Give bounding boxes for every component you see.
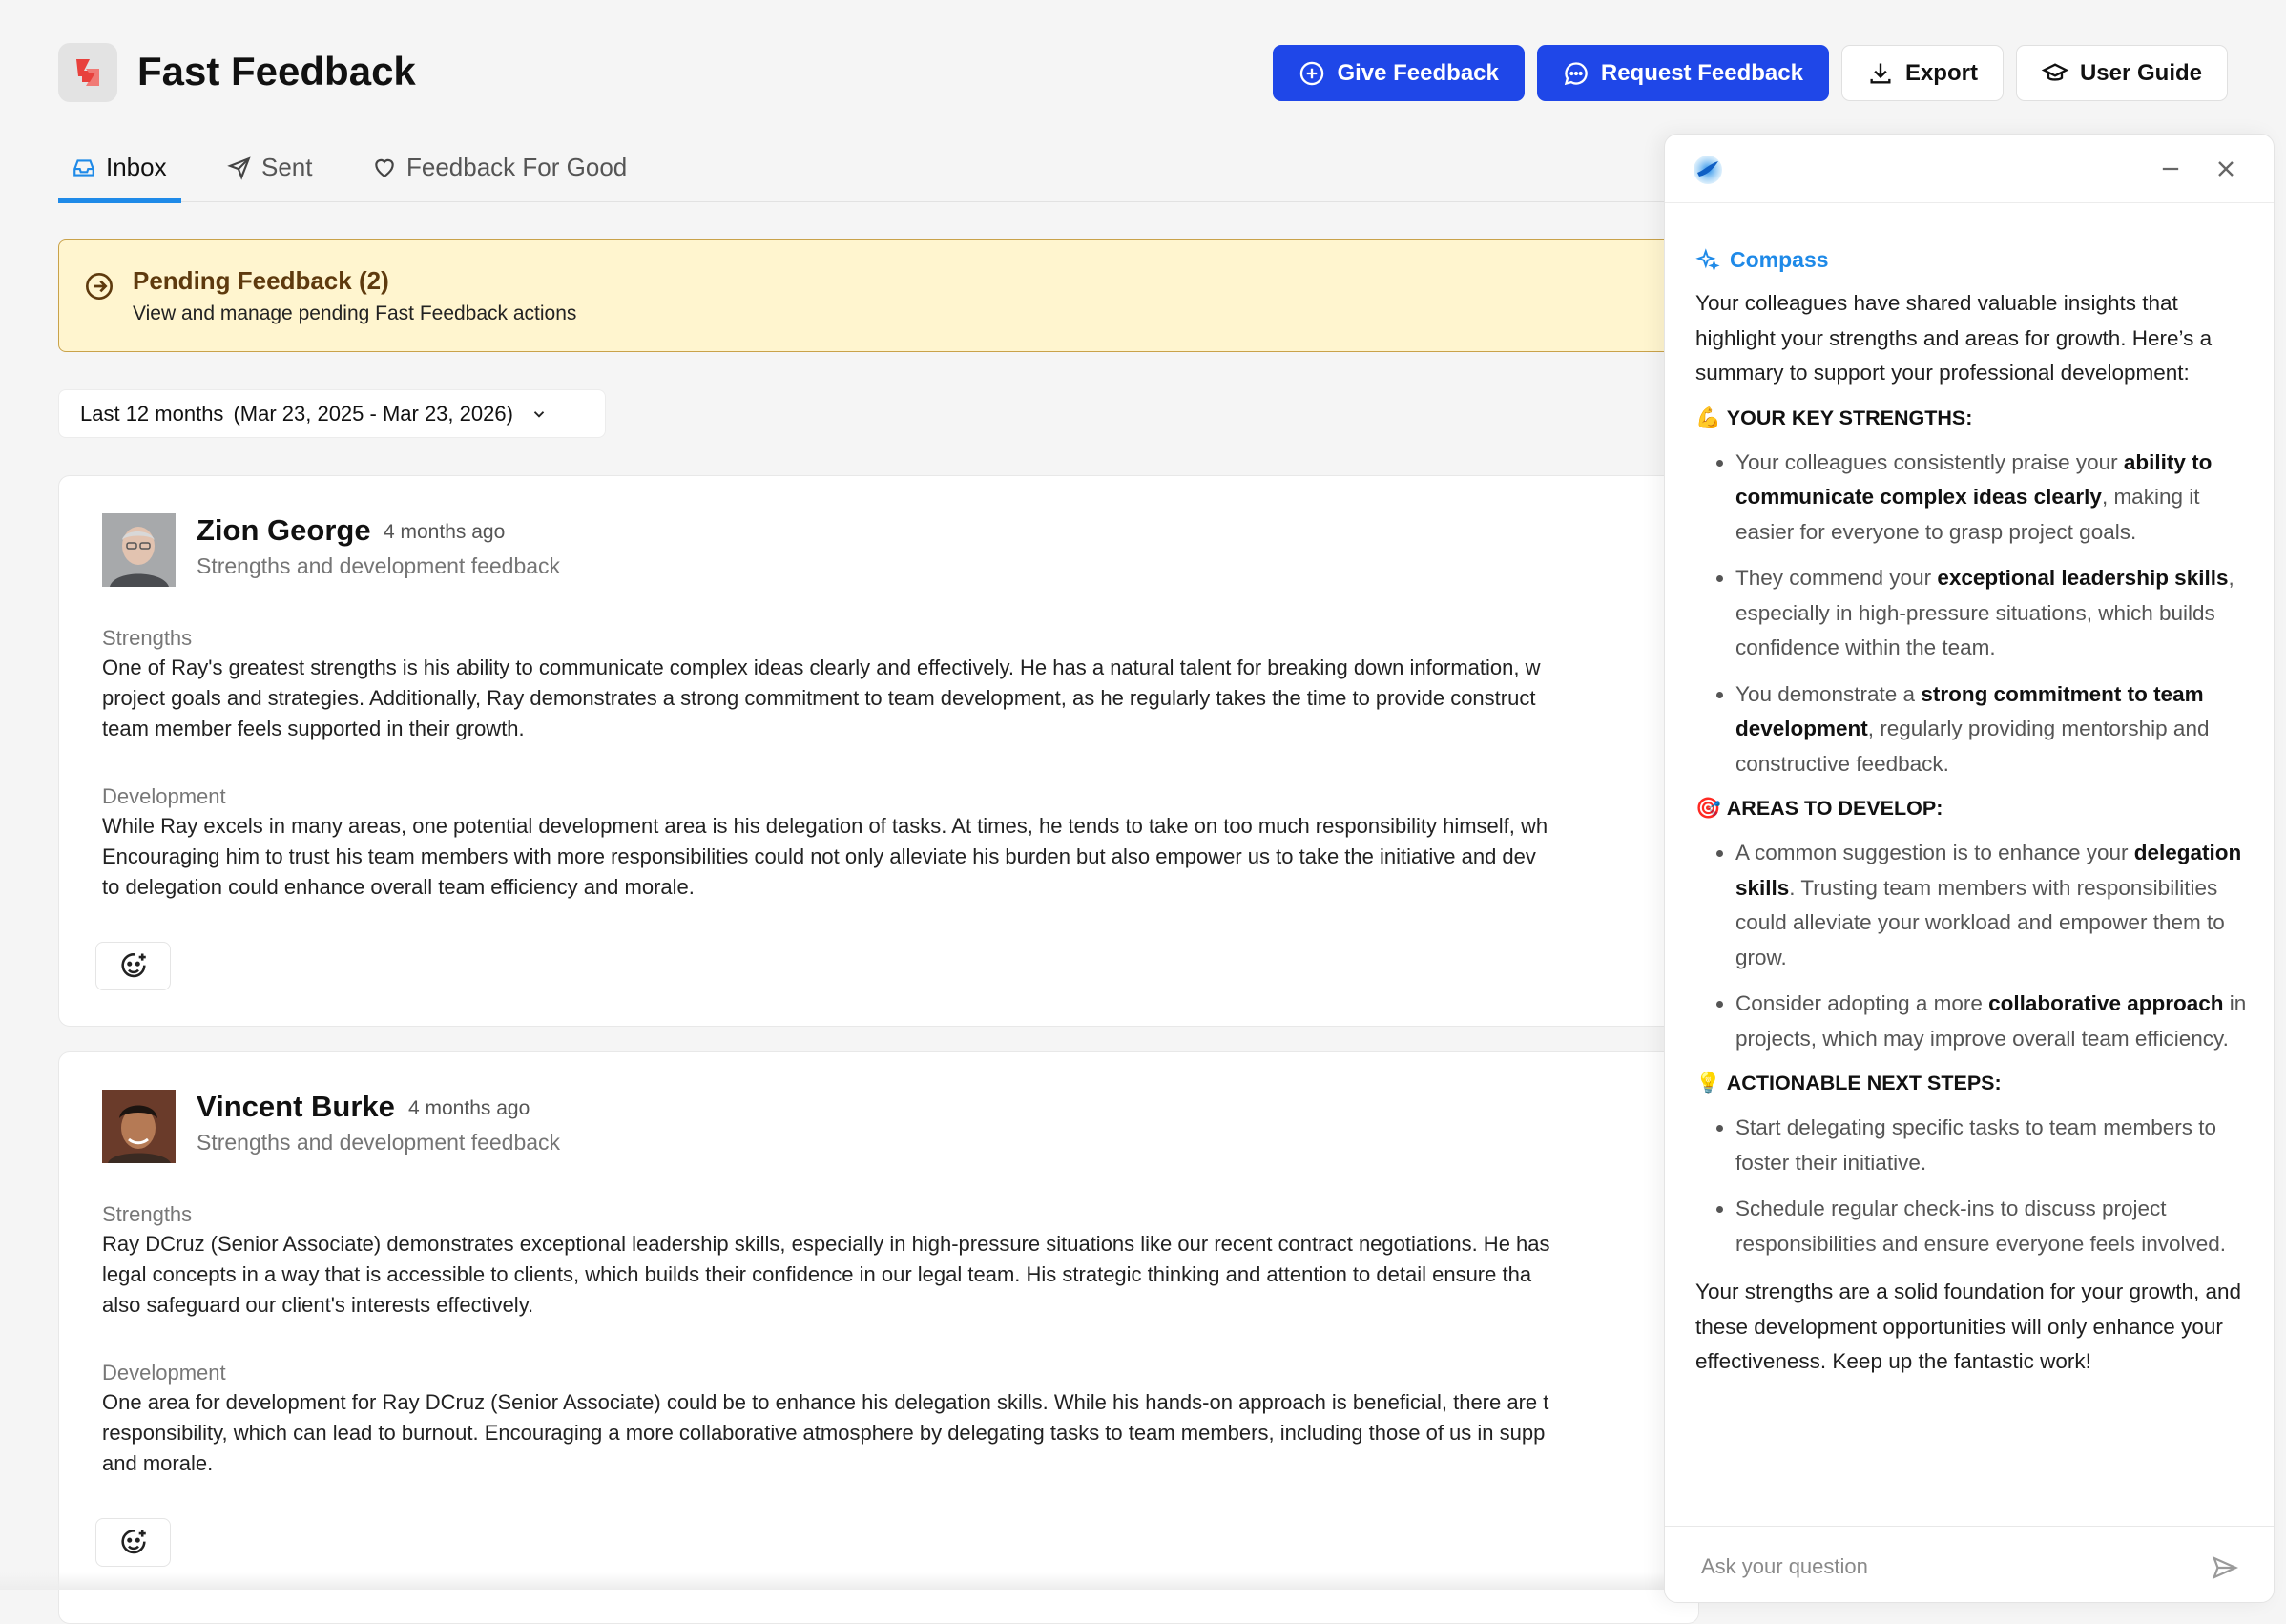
- development-text: One area for development for Ray DCruz (Senior Associate) could be to enhance his delegation skills. While his hands-on approach is beneficial, there are t responsibility, which can lead to burnout. Encouraging a more collaborative atmosphere by delegating tasks to team members, including those of us in supp and morale.: [102, 1390, 1549, 1475]
- app-title: Fast Feedback: [137, 49, 416, 94]
- next-steps-heading-text: ACTIONABLE NEXT STEPS:: [1726, 1072, 2002, 1094]
- tab-feedback-for-good[interactable]: [372, 153, 627, 202]
- list-item-text: , making it easier for everyone to grasp project goals.: [1735, 485, 2200, 544]
- compass-label: [1695, 247, 2251, 273]
- next-steps-list: [1695, 1111, 2251, 1261]
- sparkle-icon: [1695, 248, 1720, 273]
- develop-list: [1695, 836, 2251, 1056]
- smiley-plus-icon: [117, 950, 150, 983]
- tab-sent[interactable]: [227, 153, 313, 202]
- tab-feedback-for-good-label: Feedback For Good: [406, 153, 628, 181]
- feedback-card: [58, 1051, 1699, 1624]
- plus-circle-icon: [1299, 60, 1325, 87]
- list-item: • Schedule regular check-ins to discuss project responsibilities and ensure everyone feels involved.: [1735, 1192, 2251, 1261]
- close-icon[interactable]: [2213, 156, 2239, 182]
- list-item-text: , regularly providing mentorship and constructive feedback.: [1735, 717, 2210, 776]
- areas-to-develop-heading: [1695, 797, 2251, 821]
- compass-closing: Your strengths are a solid foundation for your growth, and these development opportunities will only enhance your effectiveness. Keep up the fantastic work!: [1695, 1280, 2242, 1373]
- pending-feedback-subtitle: View and manage pending Fast Feedback actions: [133, 302, 577, 324]
- development-text: While Ray excels in many areas, one potential development area is his delegation of tasks. At times, he tends to take on too much responsibility himself, wh Encouraging him to trust his team members with more responsibilities could not only alleviate his burden but also empower us to take the initiative and dev to delegation could enhance overall team efficiency and morale.: [102, 814, 1548, 899]
- user-guide-label: User Guide: [2079, 59, 2202, 86]
- graduation-cap-icon: [2042, 60, 2068, 87]
- key-strengths-heading-text: YOUR KEY STRENGTHS:: [1726, 406, 1973, 429]
- date-range-label: Last 12 months: [80, 401, 224, 426]
- feedback-card: [58, 475, 1699, 1027]
- list-item: [1735, 561, 2251, 666]
- send-icon: [227, 156, 252, 180]
- development-label: Development: [102, 1361, 226, 1385]
- give-feedback-label: Give Feedback: [1337, 59, 1499, 86]
- list-item-text: Consider adopting a more: [1735, 991, 1989, 1015]
- request-feedback-button[interactable]: [1537, 45, 1829, 101]
- list-item-text: , especially in high-pressure situations, which builds confidence within the team.: [1735, 566, 2234, 659]
- strengths-label: Strengths: [102, 1202, 193, 1226]
- light-bulb-icon: 💡: [1695, 1072, 1721, 1094]
- date-range-dropdown[interactable]: [58, 389, 606, 438]
- tab-sent-label: Sent: [261, 153, 313, 181]
- tab-inbox[interactable]: [58, 153, 181, 202]
- ask-question-input[interactable]: [1701, 1548, 2178, 1586]
- list-item-text: Your colleagues consistently praise your: [1735, 449, 2124, 474]
- pending-feedback-banner[interactable]: [58, 239, 1699, 352]
- add-reaction-button[interactable]: [95, 1518, 171, 1567]
- date-range-value: (Mar 23, 2025 - Mar 23, 2026): [233, 401, 513, 426]
- avatar-photo: [102, 513, 176, 587]
- avatar-photo: [102, 1090, 176, 1163]
- arrow-circle-right-icon: [84, 271, 114, 302]
- feedback-type: Strengths and development feedback: [197, 1130, 561, 1155]
- smiley-plus-icon: [117, 1527, 150, 1559]
- list-item-emphasis: strong commitment to team development: [1735, 681, 2204, 740]
- list-item: [1735, 446, 2251, 551]
- send-icon[interactable]: [2211, 1553, 2239, 1582]
- list-item-text: You demonstrate a: [1735, 681, 1922, 706]
- key-strengths-heading: [1695, 406, 2251, 430]
- author-name: Zion George: [197, 513, 371, 547]
- list-item-emphasis: ability to communicate complex ideas clearly: [1735, 449, 2213, 509]
- pending-feedback-title: Pending Feedback (2): [133, 266, 389, 295]
- list-item-text: . Trusting team members with responsibilities could alleviate your workload and empower them to grow.: [1735, 875, 2225, 969]
- flexed-biceps-icon: 💪: [1695, 406, 1721, 429]
- heart-icon: [372, 156, 397, 180]
- export-button[interactable]: [1841, 45, 2004, 101]
- feedback-type: Strengths and development feedback: [197, 553, 561, 578]
- user-guide-button[interactable]: [2016, 45, 2228, 101]
- strengths-label: Strengths: [102, 626, 193, 650]
- author-name: Vincent Burke: [197, 1090, 395, 1123]
- chevron-down-icon: [530, 406, 548, 423]
- list-item-emphasis: collaborative approach: [1988, 991, 2224, 1015]
- list-item: [1735, 677, 2251, 782]
- download-icon: [1867, 60, 1894, 87]
- chat-bubble-icon: [1563, 60, 1590, 87]
- list-item-text: They commend your: [1735, 566, 1938, 590]
- compass-panel: [1664, 134, 2275, 1603]
- fast-feedback-logo-icon: [71, 55, 105, 90]
- give-feedback-button[interactable]: [1273, 45, 1524, 101]
- app-logo: [58, 43, 117, 102]
- list-item-text: in projects, which may improve overall team efficiency.: [1735, 991, 2247, 1051]
- minimize-icon[interactable]: [2157, 156, 2184, 182]
- strengths-text: Ray DCruz (Senior Associate) demonstrates exceptional leadership skills, especially in high-pressure situations like our recent contract negotiations. He has legal concepts in a way that is accessible to clients, which builds their confidence in our legal team. His strategic thinking and attention to detail ensure tha also safeguard our client's interests effectively.: [102, 1232, 1550, 1317]
- next-steps-heading: [1695, 1072, 2251, 1095]
- compass-intro: Your colleagues have shared valuable insights that highlight your strengths and areas for growth. Here’s a summary to support your professional development:: [1695, 291, 2213, 385]
- add-reaction-button[interactable]: [95, 942, 171, 990]
- list-item-emphasis: exceptional leadership skills: [1937, 566, 2229, 590]
- list-item: [1735, 987, 2251, 1056]
- compass-label-text: Compass: [1730, 247, 1829, 272]
- tab-bar: [58, 134, 1671, 202]
- timestamp: 4 months ago: [384, 521, 506, 543]
- export-label: Export: [1904, 59, 1978, 86]
- compass-message: [1695, 247, 2251, 1373]
- list-item: [1735, 836, 2251, 975]
- request-feedback-label: Request Feedback: [1600, 59, 1803, 86]
- inbox-icon: [72, 156, 96, 180]
- app-header: [58, 43, 2228, 102]
- list-item-text: A common suggestion is to enhance your: [1735, 841, 2134, 864]
- strengths-list: [1695, 446, 2251, 782]
- list-item: • Start delegating specific tasks to team members to foster their initiative.: [1735, 1111, 2251, 1180]
- development-label: Development: [102, 784, 226, 808]
- list-item-emphasis: delegation skills: [1735, 841, 2242, 900]
- compass-panel-header: [1665, 135, 2274, 203]
- compass-input-bar: [1665, 1526, 2274, 1604]
- tab-inbox-label: Inbox: [106, 153, 167, 181]
- avatar: [102, 1090, 176, 1163]
- timestamp: 4 months ago: [408, 1097, 530, 1119]
- target-icon: 🎯: [1695, 797, 1721, 820]
- strengths-text: One of Ray's greatest strengths is his ability to communicate complex ideas clearly and effectively. He has a natural talent for breaking down information, w project goals and strategies. Additionally, Ray demonstrates a strong commitment to team development, as he regularly takes the time to provide construct team member feels supported in their growth.: [102, 656, 1541, 740]
- avatar: [102, 513, 176, 587]
- scroll-fade: [0, 1572, 1664, 1590]
- compass-logo-icon: [1692, 154, 1724, 186]
- areas-to-develop-heading-text: AREAS TO DEVELOP:: [1726, 797, 1943, 820]
- header-actions: [1273, 45, 2228, 101]
